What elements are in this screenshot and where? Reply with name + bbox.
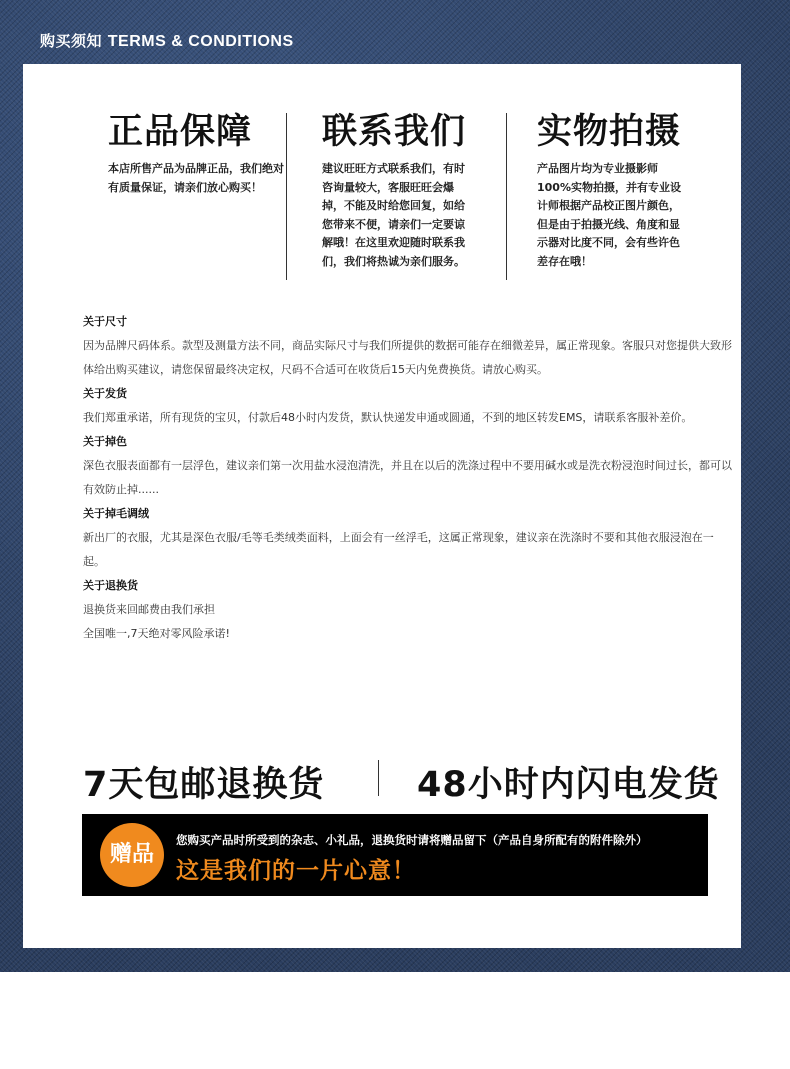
policy-section	[83, 310, 733, 646]
policy-title: 关于掉色	[83, 435, 127, 448]
feature-photo	[537, 112, 682, 271]
header-title-cn: 购买须知	[40, 32, 103, 50]
gift-slogan: 这是我们的一片心意！	[176, 858, 416, 884]
gift-badge: 赠品	[100, 823, 164, 887]
policy-text: 退换货来回邮费由我们承担	[83, 603, 215, 616]
divider	[506, 113, 507, 280]
policy-title: 关于发货	[83, 387, 127, 400]
promise-fast-shipping: 48小时内闪电发货	[417, 765, 720, 805]
promise-free-return: 7天包邮退换货	[83, 765, 325, 805]
feature-title: 联系我们	[322, 112, 467, 152]
gift-note: 您购买产品时所受到的杂志、小礼品，退换货时请将赠品留下（产品自身所配有的附件除外）	[176, 833, 648, 847]
divider	[378, 760, 379, 796]
gift-banner	[82, 814, 708, 896]
feature-title: 正品保障	[108, 112, 253, 152]
divider	[286, 113, 287, 280]
policy-text: 因为品牌尺码体系。款型及测量方法不同，商品实际尺寸与我们所提供的数据可能存在细微差异，属正常现象。客服只对您提供大致形体给出购买建议，请您保留最终决定权，尺码不合适可在收货后15天内免费换货。请放心购买。	[83, 339, 732, 376]
feature-contact	[322, 112, 470, 271]
feature-text: 建议旺旺方式联系我们，有时咨询量较大，客服旺旺会爆掉，不能及时给您回复，如给您带来不便，请亲们一定要谅解哦！在这里欢迎随时联系我们，我们将热诚为亲们服务。	[322, 162, 465, 268]
policy-text: 新出厂的衣服，尤其是深色衣服/毛等毛类绒类面料，上面会有一丝浮毛，这属正常现象，建议亲在洗涤时不要和其他衣服浸泡在一起。	[83, 531, 714, 568]
policy-title: 关于退换货	[83, 579, 138, 592]
feature-genuine	[108, 112, 286, 197]
policy-text: 深色衣服表面都有一层浮色，建议亲们第一次用盐水浸泡清洗，并且在以后的洗涤过程中不要用碱水或是洗衣粉浸泡时间过长，都可以有效防止掉......	[83, 459, 732, 496]
policy-text: 全国唯一,7天绝对零风险承诺!	[83, 627, 230, 640]
policy-text: 我们郑重承诺，所有现货的宝贝，付款后48小时内发货，默认快递发申通或圆通，不到的地区转发EMS，请联系客服补差价。	[83, 411, 693, 424]
policy-title: 关于尺寸	[83, 315, 127, 328]
policy-title: 关于掉毛调绒	[83, 507, 149, 520]
feature-text: 本店所售产品为品牌正品，我们绝对有质量保证，请亲们放心购买！	[108, 162, 284, 194]
header-title-en: TERMS & CONDITIONS	[107, 33, 294, 50]
page-header	[40, 30, 294, 51]
feature-title: 实物拍摄	[537, 112, 682, 152]
feature-text: 产品图片均为专业摄影师100%实物拍摄，并有专业设计师根据产品校正图片颜色，但是由于拍摄光线、角度和显示器对比度不同，会有些许色差存在哦！	[537, 162, 681, 268]
